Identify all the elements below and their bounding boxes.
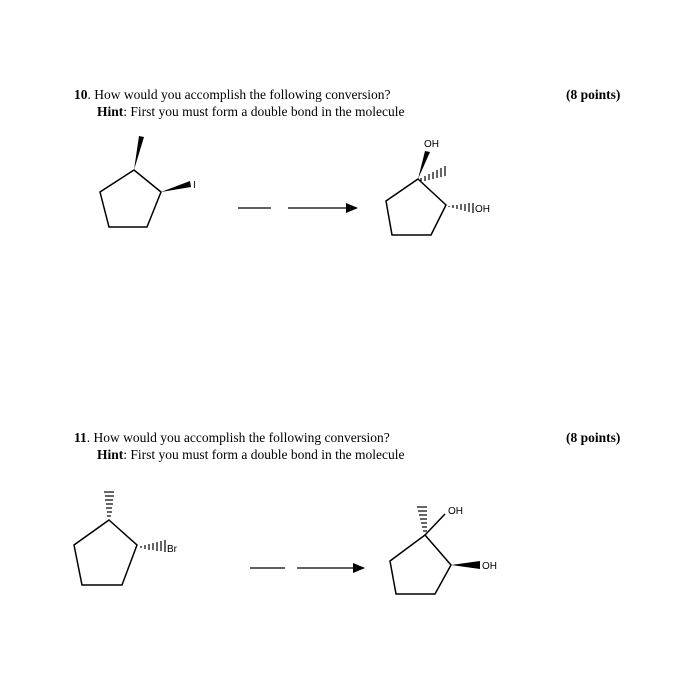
q10-starting-molecule <box>100 136 191 227</box>
q10-product-hash-methyl <box>421 166 445 181</box>
q10-product-wedge-oh <box>418 151 430 179</box>
q10-product-oh-right: OH <box>475 204 490 215</box>
q10-start-wedge-iodo <box>161 181 191 192</box>
q11-product-oh-top: OH <box>448 506 463 517</box>
q11-product-ring <box>390 535 451 594</box>
q11-product-hash-methyl <box>417 507 427 531</box>
q11-start-ring <box>74 520 137 585</box>
q10-product-ring <box>386 179 446 235</box>
q11-product-molecule <box>390 507 480 594</box>
q11-product-bond-oh <box>425 514 445 535</box>
q11-product-wedge-oh <box>451 561 480 569</box>
q11-start-bromo-label: Br <box>167 544 177 555</box>
q11-starting-molecule <box>74 492 165 585</box>
q11-product-oh-right: OH <box>482 561 497 572</box>
q11-number: 11 <box>74 430 87 445</box>
q10-start-ring <box>100 170 161 227</box>
q10-start-wedge-methyl <box>134 136 144 170</box>
q10-points: (8 points) <box>566 87 621 102</box>
q11-start-hash-methyl <box>104 492 114 516</box>
q11-question-text: . How would you accomplish the following conversion? <box>86 430 390 445</box>
q10-product-molecule <box>386 151 473 235</box>
q10-hint-text: : First you must form a double bond in the molecule <box>123 104 405 119</box>
q10-product-hash-oh <box>449 203 473 213</box>
q11-hint-label: Hint <box>97 447 124 462</box>
q10-product-oh-top: OH <box>424 139 439 150</box>
q10-start-iodo-label: I <box>193 180 196 191</box>
q11-start-hash-bromo <box>141 540 165 552</box>
q10-question-text: . How would you accomplish the following conversion? <box>87 87 391 102</box>
q10-number: 10 <box>74 87 88 102</box>
q11-points: (8 points) <box>566 430 621 445</box>
q11-hint-text: : First you must form a double bond in the molecule <box>123 447 405 462</box>
q10-hint-label: Hint <box>97 104 124 119</box>
